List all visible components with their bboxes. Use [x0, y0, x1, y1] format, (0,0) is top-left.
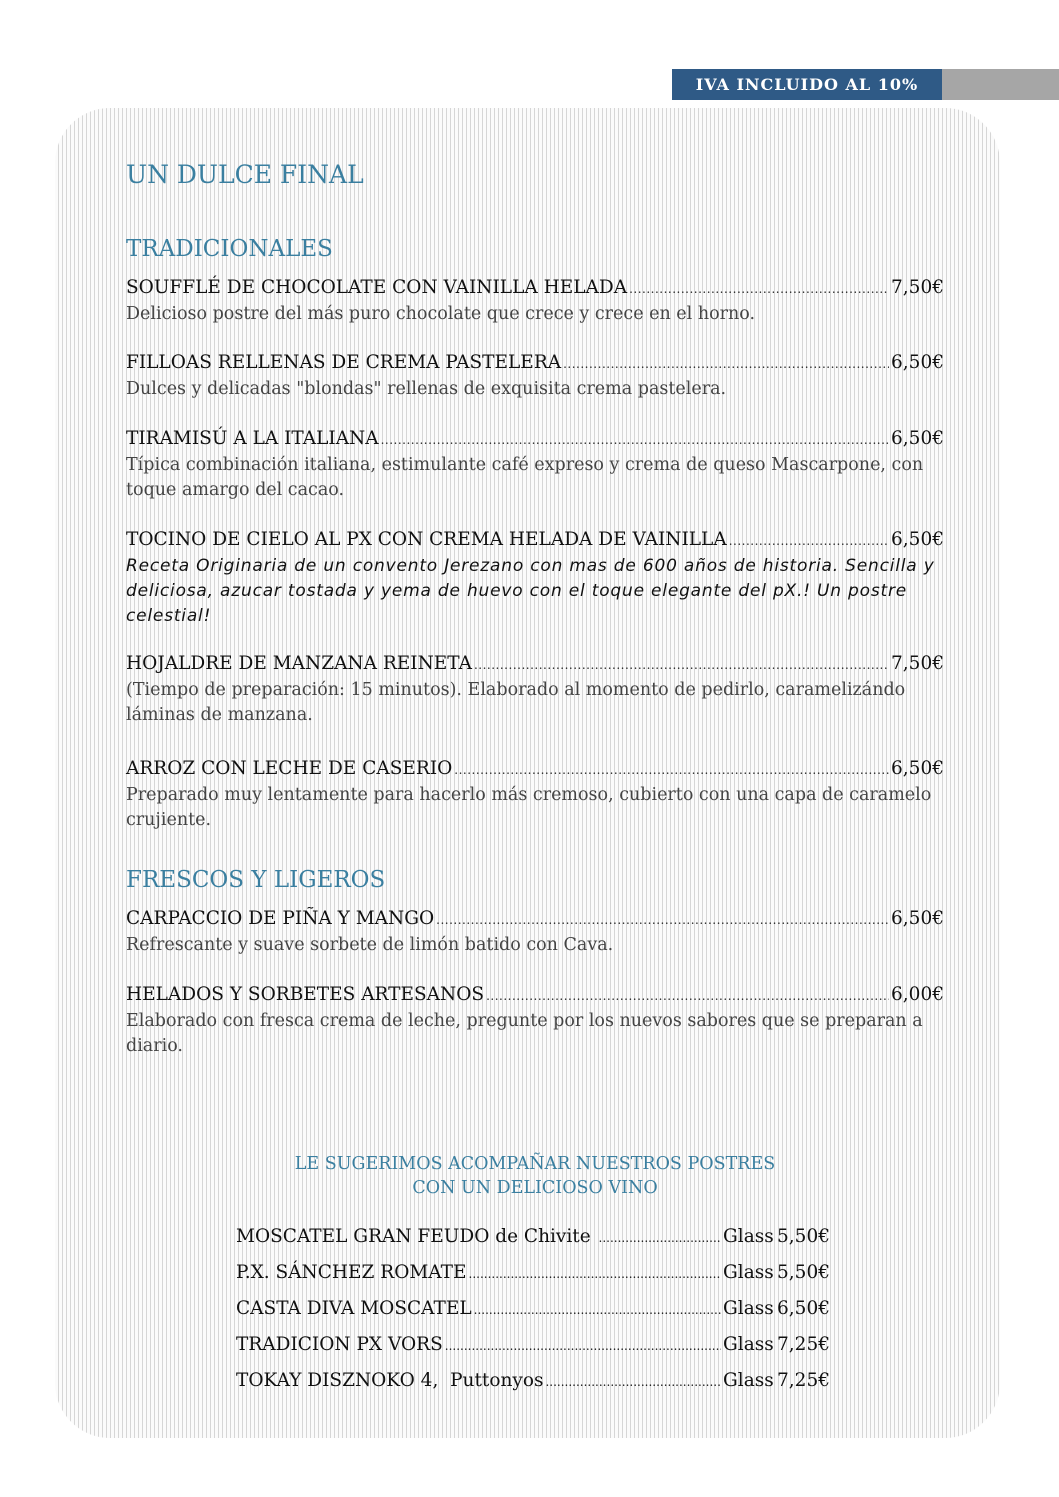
- wine-name: TOKAY DISZNOKO 4, Puttonyos: [236, 1370, 544, 1391]
- wine-price: 7,25€: [777, 1370, 830, 1391]
- wine-item: [236, 1368, 830, 1395]
- menu-item-souffle: [126, 275, 944, 327]
- wine-glass-label: Glass: [723, 1262, 774, 1283]
- suggestion-line-1: LE SUGERIMOS ACOMPAÑAR NUESTROS POSTRES: [294, 1154, 776, 1174]
- wine-glass-label: Glass: [723, 1334, 774, 1355]
- item-description: (Tiempo de preparación: 15 minutos). Elaborado al momento de pedirlo, caramelizándo láminas de manzana.: [126, 680, 906, 725]
- dot-leader: [563, 352, 889, 377]
- dot-leader: [445, 1334, 721, 1359]
- item-price: 6,50€: [891, 529, 944, 550]
- item-name: ARROZ CON LECHE DE CASERIO: [126, 758, 453, 779]
- item-price: 7,50€: [891, 653, 944, 674]
- wine-name: P.X. SÁNCHEZ ROMATE: [236, 1262, 467, 1283]
- section-heading-frescos: FRESCOS Y LIGEROS: [126, 867, 386, 893]
- item-price: 7,50€: [891, 277, 944, 298]
- dot-leader: [729, 529, 889, 554]
- item-description: Refrescante y suave sorbete de limón batido con Cava.: [126, 935, 614, 955]
- suggestion-line-2: CON UN DELICIOSO VINO: [412, 1178, 658, 1198]
- dot-leader: [469, 1262, 722, 1287]
- section-heading-tradicionales: TRADICIONALES: [126, 236, 333, 262]
- menu-item-tiramisu: [126, 426, 944, 503]
- item-description: Receta Originaria de un convento Jerezano con mas de 600 años de historia. Sencilla y deliciosa, azucar tostada y yema de huevo con el toque elegante del pX.! Un postre celestial!: [126, 556, 935, 626]
- dot-leader: [629, 277, 889, 302]
- wine-item: [236, 1260, 830, 1287]
- menu-item-hojaldre: [126, 651, 944, 728]
- item-name: FILLOAS RELLENAS DE CREMA PASTELERA: [126, 352, 562, 373]
- dot-leader: [454, 758, 889, 783]
- item-name: TIRAMISÚ A LA ITALIANA: [126, 428, 379, 449]
- wine-glass-label: Glass: [723, 1298, 774, 1319]
- menu-item-tocino-de-cielo: [126, 527, 944, 629]
- tax-bar: [672, 69, 1059, 100]
- item-price: 6,50€: [891, 758, 944, 779]
- menu-item-helados: [126, 982, 944, 1059]
- menu-item-arroz-con-leche: [126, 756, 944, 833]
- wine-suggestion: [126, 1152, 944, 1200]
- menu-item-filloas: [126, 350, 944, 402]
- dot-leader: [436, 908, 889, 933]
- wine-glass-label: Glass: [723, 1226, 774, 1247]
- wine-price: 7,25€: [777, 1334, 830, 1355]
- wine-name: TRADICION PX VORS: [236, 1334, 443, 1355]
- item-description: Delicioso postre del más puro chocolate que crece y crece en el horno.: [126, 304, 756, 324]
- dot-leader: [545, 1370, 721, 1395]
- item-name: CARPACCIO DE PIÑA Y MANGO: [126, 908, 435, 929]
- tax-badge: IVA INCLUIDO AL 10%: [672, 69, 942, 100]
- wine-glass-label: Glass: [723, 1370, 774, 1391]
- item-name: HOJALDRE DE MANZANA REINETA: [126, 653, 472, 674]
- item-price: 6,50€: [891, 908, 944, 929]
- wine-price: 5,50€: [777, 1226, 830, 1247]
- wine-price: 6,50€: [777, 1298, 830, 1319]
- item-price: 6,50€: [891, 352, 944, 373]
- item-description: Preparado muy lentamente para hacerlo más cremoso, cubierto con una capa de caramelo crujiente.: [126, 785, 932, 830]
- dot-leader: [486, 984, 889, 1009]
- item-description: Típica combinación italiana, estimulante café expreso y crema de queso Mascarpone, con toque amargo del cacao.: [126, 455, 924, 500]
- item-name: TOCINO DE CIELO AL PX CON CREMA HELADA DE VAINILLA: [126, 529, 727, 550]
- dot-leader: [474, 1298, 721, 1323]
- wine-item: [236, 1332, 830, 1359]
- item-price: 6,50€: [891, 428, 944, 449]
- wine-item: [236, 1296, 830, 1323]
- wine-price: 5,50€: [777, 1262, 830, 1283]
- item-price: 6,00€: [891, 984, 944, 1005]
- wine-item: [236, 1224, 830, 1251]
- item-description: Dulces y delicadas "blondas" rellenas de exquisita crema pastelera.: [126, 379, 727, 399]
- dot-leader: [381, 428, 889, 453]
- wine-name: CASTA DIVA MOSCATEL: [236, 1298, 472, 1319]
- dot-leader: [599, 1226, 721, 1251]
- item-name: SOUFFLÉ DE CHOCOLATE CON VAINILLA HELADA: [126, 277, 628, 298]
- page-title: UN DULCE FINAL: [126, 160, 364, 189]
- menu-item-carpaccio: [126, 906, 944, 958]
- item-description: Elaborado con fresca crema de leche, pregunte por los nuevos sabores que se preparan a diario.: [126, 1011, 923, 1056]
- item-name: HELADOS Y SORBETES ARTESANOS: [126, 984, 485, 1005]
- dot-leader: [474, 653, 889, 678]
- wine-name: MOSCATEL GRAN FEUDO de Chivite: [236, 1226, 597, 1247]
